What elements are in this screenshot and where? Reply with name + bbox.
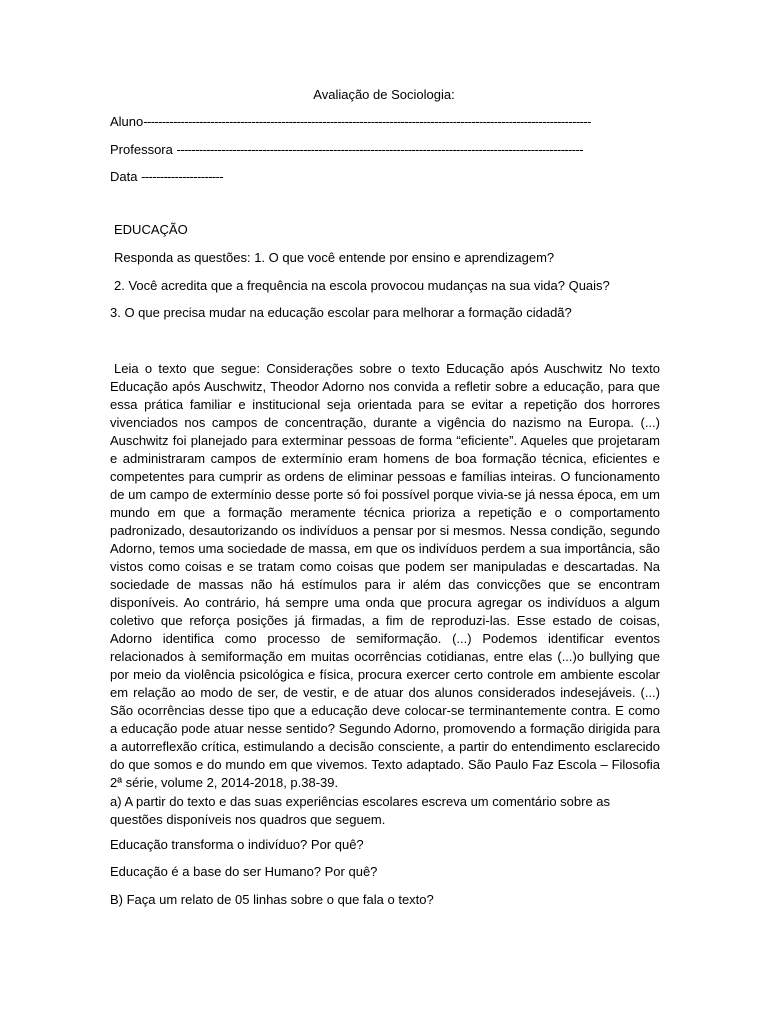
teacher-label: Professora bbox=[110, 142, 177, 157]
teacher-blank-line: ------------------------------------------------------------------------------------------------------------- bbox=[176, 142, 583, 157]
student-blank-line: ------------------------------------------------------------------------------------------------------------------------ bbox=[143, 114, 591, 129]
question-2: 2. Você acredita que a frequência na escola provocou mudanças na sua vida? Quais? bbox=[114, 278, 610, 293]
activity-b: B) Faça um relato de 05 linhas sobre o que fala o texto? bbox=[110, 892, 434, 907]
document-title: Avaliação de Sociologia: bbox=[313, 87, 455, 102]
activity-a-question-2: Educação é a base do ser Humano? Por quê? bbox=[110, 864, 378, 879]
section-heading: EDUCAÇÃO bbox=[114, 222, 188, 237]
activity-a: a) A partir do texto e das suas experiências escolares escreva um comentário sobre as questões disponíveis nos quadros que seguem. bbox=[110, 794, 611, 827]
date-field bbox=[110, 169, 223, 185]
activity-a-question-1: Educação transforma o indivíduo? Por quê? bbox=[110, 837, 364, 852]
student-field bbox=[110, 114, 591, 130]
date-label: Data bbox=[110, 169, 142, 184]
date-blank-line: ---------------------- bbox=[141, 169, 224, 184]
question-3: 3. O que precisa mudar na educação escolar para melhorar a formação cidadã? bbox=[110, 305, 572, 320]
question-1: Responda as questões: 1. O que você entende por ensino e aprendizagem? bbox=[114, 250, 555, 265]
student-label: Aluno bbox=[110, 114, 144, 129]
teacher-field bbox=[110, 142, 583, 158]
reading-text-paragraph: Leia o texto que segue: Considerações sobre o texto Educação após Auschwitz No texto Educação após Auschwitz, Theodor Adorno nos convida a refletir sobre a educação, para que essa prática familiar e institucional seja orientada para se evitar a repetição dos horrores vivenciados nos campos de concentração, durante a vigência do nazismo na Europa. (...) Auschwitz foi planejado para exterminar pessoas de forma “eficiente”. Aqueles que projetaram e administraram campos de extermínio eram homens de boa formação técnica, eficientes e competentes para cumprir as ordens de eliminar pessoas e famílias inteiras. O funcionamento de um campo de extermínio desse porte só foi possível porque vivia-se já nessa época, em um mundo em que a formação meramente técnica prioriza a repetição e o comportamento padronizado, desautorizando os indivíduos a pensar por si mesmos. Nessa condição, segundo Adorno, temos uma sociedade de massa, em que os indivíduos perdem a sua importância, são vistos como coisas e se tratam como coisas que podem ser manipuladas e descartadas. Na sociedade de massas não há estímulos para ir além das convicções que se encontram disponíveis. Ao contrário, há sempre uma onda que procura agregar os indivíduos a algum coletivo que reforça posições já firmadas, a fim de reproduzi-las. Esse estado de coisas, Adorno identifica como processo de semiformação. (...) Podemos identificar eventos relacionados à semiformação em muitas ocorrências cotidianas, entre elas (...)o bullying que por meio da violência psicológica e física, procura exercer certo controle em ambiente escolar em relação ao modo de ser, de vestir, e de atuar dos alunos considerados indesejáveis. (...) São ocorrências desse tipo que a educação deve colocar-se terminantemente contra. E como a educação pode atuar nesse sentido? Segundo Adorno, promovendo a formação dirigida para a autorreflexão crítica, estimulando a decisão consciente, a partir do entendimento esclarecido do que somos e do mundo em que vivemos. Texto adaptado. São Paulo Faz Escola – Filosofia 2ª série, volume 2, 2014-2018, p.38-39. bbox=[110, 361, 660, 790]
